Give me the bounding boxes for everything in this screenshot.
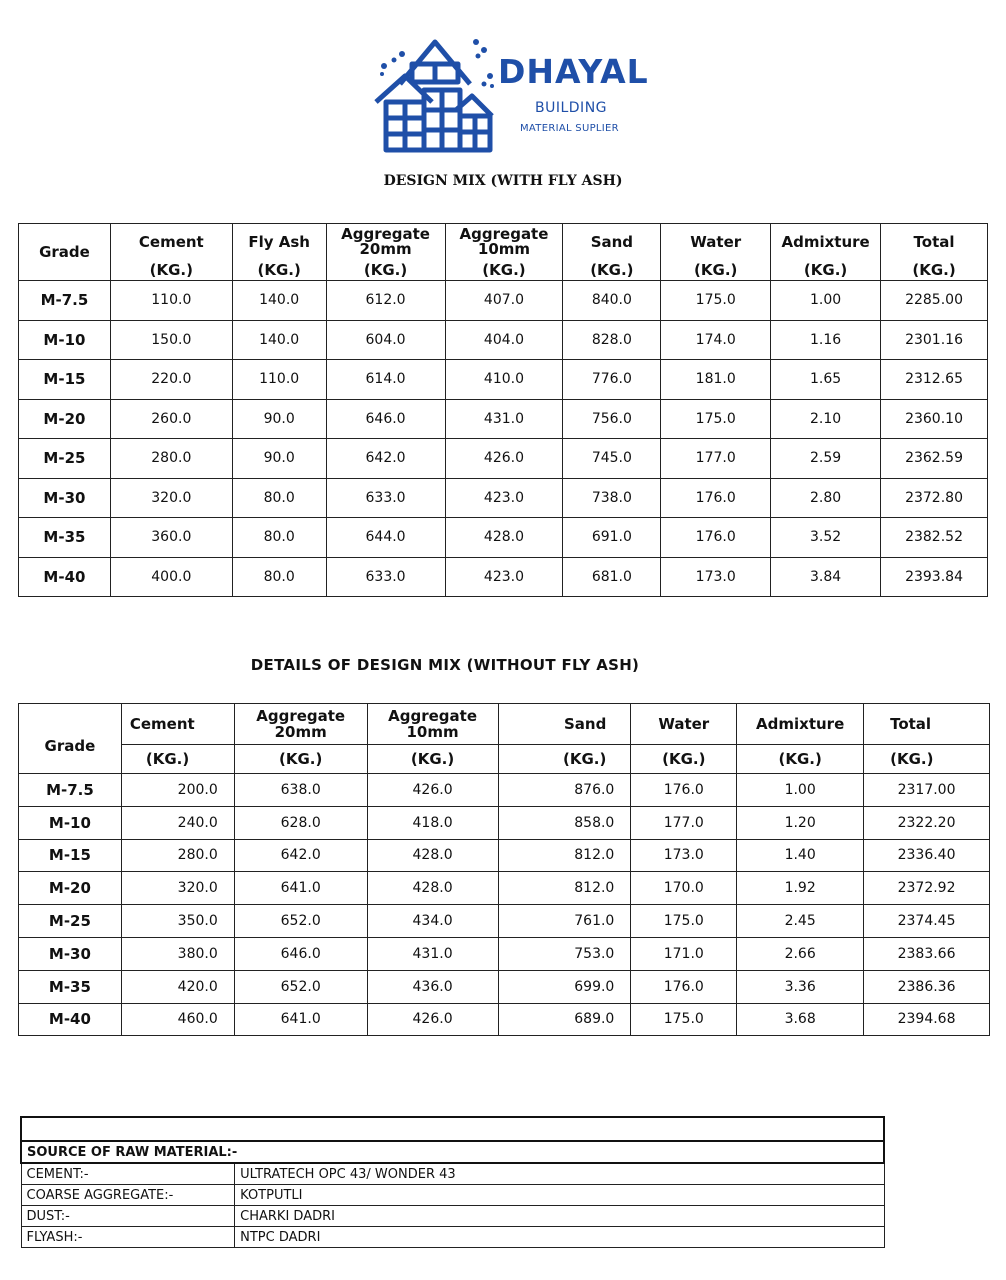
value-cell: 2372.80 <box>881 478 988 518</box>
value-cell: 2386.36 <box>864 970 990 1003</box>
raw-material-source-table <box>20 1116 885 1248</box>
value-cell: 260.0 <box>110 399 232 439</box>
grade-cell: M-20 <box>19 872 122 905</box>
value-cell: 641.0 <box>234 1003 367 1036</box>
value-cell: 404.0 <box>445 320 563 360</box>
design-mix-with-fly-ash-table <box>18 223 988 597</box>
col-header-aggregate-20mm: Aggregate 20mm <box>326 224 445 261</box>
table-row <box>19 806 990 839</box>
table-row <box>19 518 988 558</box>
design-mix-without-fly-ash-table <box>18 703 990 1036</box>
grade-cell: M-25 <box>19 905 122 938</box>
value-cell: 428.0 <box>367 839 498 872</box>
table-row <box>19 320 988 360</box>
col-header-grade: Grade <box>19 704 122 774</box>
value-cell: 3.84 <box>771 557 881 597</box>
table-row <box>19 774 990 807</box>
col-header-aggregate-20mm: Aggregate 20mm <box>234 704 367 745</box>
value-cell: 434.0 <box>367 905 498 938</box>
value-cell: 2301.16 <box>881 320 988 360</box>
grade-cell: M-10 <box>19 320 111 360</box>
table2-body <box>19 774 990 1036</box>
value-cell: 2317.00 <box>864 774 990 807</box>
value-cell: 174.0 <box>661 320 771 360</box>
value-cell: 2.59 <box>771 439 881 479</box>
value-cell: 176.0 <box>631 970 737 1003</box>
table-row <box>19 439 988 479</box>
value-cell: 431.0 <box>367 937 498 970</box>
col-header-grade: Grade <box>19 224 111 281</box>
value-cell: 140.0 <box>232 281 326 321</box>
source-heading: SOURCE OF RAW MATERIAL:- <box>21 1141 884 1163</box>
value-cell: 423.0 <box>445 478 563 518</box>
value-cell: 2312.65 <box>881 360 988 400</box>
grade-cell: M-35 <box>19 518 111 558</box>
value-cell: 90.0 <box>232 399 326 439</box>
value-cell: 689.0 <box>498 1003 631 1036</box>
value-cell: 753.0 <box>498 937 631 970</box>
unit-label: (KG.) <box>631 745 737 774</box>
value-cell: 2.10 <box>771 399 881 439</box>
value-cell: 1.40 <box>737 839 864 872</box>
table-row <box>19 905 990 938</box>
value-cell: 176.0 <box>661 518 771 558</box>
brand-tagline-2: MATERIAL SUPLIER <box>520 123 619 134</box>
value-cell: 1.16 <box>771 320 881 360</box>
col-header-sand: Sand <box>563 224 661 261</box>
value-cell: 350.0 <box>121 905 234 938</box>
col-header-aggregate-10mm: Aggregate 10mm <box>445 224 563 261</box>
table2-title: DETAILS OF DESIGN MIX (WITHOUT FLY ASH) <box>250 656 640 674</box>
col-header-water: Water <box>631 704 737 745</box>
value-cell: 436.0 <box>367 970 498 1003</box>
col-header-fly-ash: Fly Ash <box>232 224 326 261</box>
value-cell: 418.0 <box>367 806 498 839</box>
col-header-cement: Cement <box>121 704 234 745</box>
value-cell: 90.0 <box>232 439 326 479</box>
value-cell: 2.80 <box>771 478 881 518</box>
unit-label: (KG.) <box>864 745 990 774</box>
unit-label: (KG.) <box>771 260 881 281</box>
value-cell: 420.0 <box>121 970 234 1003</box>
value-cell: 177.0 <box>661 439 771 479</box>
value-cell: 150.0 <box>110 320 232 360</box>
value-cell: 176.0 <box>631 774 737 807</box>
value-cell: 175.0 <box>661 281 771 321</box>
value-cell: 426.0 <box>367 774 498 807</box>
value-cell: 426.0 <box>367 1003 498 1036</box>
table1-body <box>19 281 988 597</box>
grade-cell: M-30 <box>19 478 111 518</box>
table-row <box>19 1003 990 1036</box>
grade-cell: M-40 <box>19 557 111 597</box>
col-header-total: Total <box>881 224 988 261</box>
value-cell: 407.0 <box>445 281 563 321</box>
value-cell: 604.0 <box>326 320 445 360</box>
value-cell: 612.0 <box>326 281 445 321</box>
value-cell: 177.0 <box>631 806 737 839</box>
grade-cell: M-35 <box>19 970 122 1003</box>
unit-label: (KG.) <box>563 260 661 281</box>
value-cell: 410.0 <box>445 360 563 400</box>
table-row <box>19 839 990 872</box>
value-cell: 691.0 <box>563 518 661 558</box>
grade-cell: M-40 <box>19 1003 122 1036</box>
source-value: CHARKI DADRI <box>235 1206 884 1227</box>
value-cell: 2360.10 <box>881 399 988 439</box>
col-header-water: Water <box>661 224 771 261</box>
value-cell: 840.0 <box>563 281 661 321</box>
value-cell: 181.0 <box>661 360 771 400</box>
value-cell: 745.0 <box>563 439 661 479</box>
value-cell: 646.0 <box>326 399 445 439</box>
source-value: KOTPUTLI <box>235 1185 884 1206</box>
col-header-admixture: Admixture <box>771 224 881 261</box>
value-cell: 320.0 <box>121 872 234 905</box>
value-cell: 738.0 <box>563 478 661 518</box>
source-label: CEMENT:- <box>21 1163 235 1185</box>
value-cell: 240.0 <box>121 806 234 839</box>
value-cell: 1.92 <box>737 872 864 905</box>
source-value: ULTRATECH OPC 43/ WONDER 43 <box>235 1163 884 1185</box>
value-cell: 320.0 <box>110 478 232 518</box>
value-cell: 80.0 <box>232 478 326 518</box>
value-cell: 431.0 <box>445 399 563 439</box>
col-header-cement: Cement <box>110 224 232 261</box>
value-cell: 858.0 <box>498 806 631 839</box>
value-cell: 2383.66 <box>864 937 990 970</box>
value-cell: 175.0 <box>631 905 737 938</box>
source-label: FLYASH:- <box>21 1227 235 1248</box>
value-cell: 644.0 <box>326 518 445 558</box>
table-row <box>19 970 990 1003</box>
brand-tagline-1: BUILDING <box>535 100 608 116</box>
grade-cell: M-25 <box>19 439 111 479</box>
value-cell: 80.0 <box>232 518 326 558</box>
value-cell: 2394.68 <box>864 1003 990 1036</box>
value-cell: 2285.00 <box>881 281 988 321</box>
col-header-total: Total <box>864 704 990 745</box>
grade-cell: M-15 <box>19 839 122 872</box>
value-cell: 428.0 <box>445 518 563 558</box>
unit-label: (KG.) <box>661 260 771 281</box>
unit-label: (KG.) <box>881 260 988 281</box>
value-cell: 2322.20 <box>864 806 990 839</box>
source-label: COARSE AGGREGATE:- <box>21 1185 235 1206</box>
value-cell: 1.20 <box>737 806 864 839</box>
value-cell: 828.0 <box>563 320 661 360</box>
unit-label: (KG.) <box>367 745 498 774</box>
value-cell: 428.0 <box>367 872 498 905</box>
value-cell: 776.0 <box>563 360 661 400</box>
value-cell: 638.0 <box>234 774 367 807</box>
value-cell: 1.00 <box>737 774 864 807</box>
table-row <box>19 399 988 439</box>
value-cell: 80.0 <box>232 557 326 597</box>
table-row <box>19 557 988 597</box>
value-cell: 2.45 <box>737 905 864 938</box>
value-cell: 876.0 <box>498 774 631 807</box>
value-cell: 173.0 <box>631 839 737 872</box>
value-cell: 2362.59 <box>881 439 988 479</box>
unit-label: (KG.) <box>232 260 326 281</box>
unit-label: (KG.) <box>445 260 563 281</box>
blank-row <box>21 1117 884 1141</box>
value-cell: 171.0 <box>631 937 737 970</box>
value-cell: 652.0 <box>234 970 367 1003</box>
value-cell: 614.0 <box>326 360 445 400</box>
value-cell: 756.0 <box>563 399 661 439</box>
unit-label: (KG.) <box>110 260 232 281</box>
brand-name: DHAYAL <box>498 52 649 91</box>
unit-label: (KG.) <box>121 745 234 774</box>
value-cell: 812.0 <box>498 839 631 872</box>
value-cell: 812.0 <box>498 872 631 905</box>
source-value: NTPC DADRI <box>235 1227 884 1248</box>
grade-cell: M-30 <box>19 937 122 970</box>
grade-cell: M-10 <box>19 806 122 839</box>
unit-label: (KG.) <box>326 260 445 281</box>
grade-cell: M-20 <box>19 399 111 439</box>
value-cell: 2.66 <box>737 937 864 970</box>
value-cell: 633.0 <box>326 557 445 597</box>
value-cell: 3.36 <box>737 970 864 1003</box>
value-cell: 641.0 <box>234 872 367 905</box>
value-cell: 1.00 <box>771 281 881 321</box>
value-cell: 699.0 <box>498 970 631 1003</box>
value-cell: 110.0 <box>232 360 326 400</box>
value-cell: 642.0 <box>326 439 445 479</box>
value-cell: 2372.92 <box>864 872 990 905</box>
value-cell: 110.0 <box>110 281 232 321</box>
table-row <box>19 478 988 518</box>
value-cell: 646.0 <box>234 937 367 970</box>
value-cell: 280.0 <box>110 439 232 479</box>
value-cell: 176.0 <box>661 478 771 518</box>
value-cell: 642.0 <box>234 839 367 872</box>
table-row <box>19 281 988 321</box>
grade-cell: M-15 <box>19 360 111 400</box>
value-cell: 140.0 <box>232 320 326 360</box>
unit-label: (KG.) <box>498 745 631 774</box>
grade-cell: M-7.5 <box>19 281 111 321</box>
value-cell: 170.0 <box>631 872 737 905</box>
value-cell: 2393.84 <box>881 557 988 597</box>
col-header-admixture: Admixture <box>737 704 864 745</box>
value-cell: 633.0 <box>326 478 445 518</box>
unit-label: (KG.) <box>737 745 864 774</box>
value-cell: 280.0 <box>121 839 234 872</box>
value-cell: 175.0 <box>661 399 771 439</box>
table-row <box>19 360 988 400</box>
value-cell: 200.0 <box>121 774 234 807</box>
value-cell: 423.0 <box>445 557 563 597</box>
value-cell: 2374.45 <box>864 905 990 938</box>
unit-label: (KG.) <box>234 745 367 774</box>
value-cell: 380.0 <box>121 937 234 970</box>
source-label: DUST:- <box>21 1206 235 1227</box>
grade-cell: M-7.5 <box>19 774 122 807</box>
value-cell: 426.0 <box>445 439 563 479</box>
value-cell: 460.0 <box>121 1003 234 1036</box>
value-cell: 220.0 <box>110 360 232 400</box>
value-cell: 652.0 <box>234 905 367 938</box>
value-cell: 175.0 <box>631 1003 737 1036</box>
value-cell: 681.0 <box>563 557 661 597</box>
value-cell: 2382.52 <box>881 518 988 558</box>
col-header-sand: Sand <box>498 704 631 745</box>
table1-title: DESIGN MIX (WITH FLY ASH) <box>383 173 623 189</box>
value-cell: 3.68 <box>737 1003 864 1036</box>
table-row <box>19 872 990 905</box>
value-cell: 360.0 <box>110 518 232 558</box>
value-cell: 761.0 <box>498 905 631 938</box>
col-header-aggregate-10mm: Aggregate 10mm <box>367 704 498 745</box>
value-cell: 400.0 <box>110 557 232 597</box>
value-cell: 173.0 <box>661 557 771 597</box>
value-cell: 3.52 <box>771 518 881 558</box>
value-cell: 628.0 <box>234 806 367 839</box>
value-cell: 1.65 <box>771 360 881 400</box>
value-cell: 2336.40 <box>864 839 990 872</box>
table-row <box>19 937 990 970</box>
